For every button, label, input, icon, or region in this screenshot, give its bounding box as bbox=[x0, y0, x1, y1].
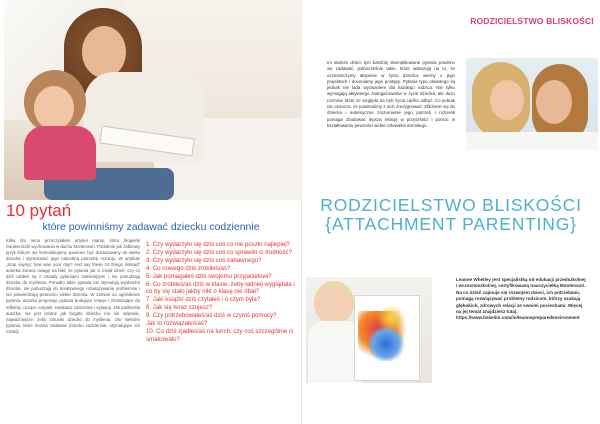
question-item: Jak to rozwiązałeś/aś? bbox=[146, 320, 208, 328]
left-headline bbox=[6, 202, 296, 233]
photo-daughter-face bbox=[490, 80, 524, 120]
headline-subtitle: które powinniśmy zadawać dziecku codziennie bbox=[42, 221, 260, 233]
photo-shirt bbox=[466, 132, 598, 150]
question-item: 7. Jaki książki dziś czytałeś i o czym była? bbox=[146, 296, 261, 304]
question-item: 8. Jak się teraz czujesz? bbox=[146, 304, 213, 312]
mother-and-daughter-photo bbox=[466, 58, 598, 150]
right-headline bbox=[306, 196, 596, 234]
headline-number: 10 pytań bbox=[6, 201, 72, 220]
headline-line-1: RODZICIELSTWO BLISKOŚCI bbox=[320, 195, 582, 215]
author-bio: Leanne Whetley jest specjalistką od edukacji przedszkolnej i wczesnoszkolnej, certyfikowaną nauczycielką Montessori. Na co dzień zajmuje się rozwojem dzieci, ich potrzebami, pomagą rozwiązywać problemy rodzicom, którzy szukają głębokich, zdrowych relacji ze swoimi pociechami. Więcej na jej temat znajdziesz tutaj: https://www.linkedin.com/in/leannepreparedenvironment bbox=[456, 277, 586, 321]
photo-child-shirt bbox=[24, 126, 96, 180]
question-item: 4. Co nowego dziś zrobiłeś/aś? bbox=[146, 264, 231, 272]
toddler-with-painting-photo bbox=[306, 277, 432, 383]
question-item: 9. Czy potrzebowałeś/aś dziś w czymś pomocy? bbox=[146, 312, 277, 320]
section-title-tag: RODZICIELSTWO BLISKOŚCI bbox=[470, 16, 594, 26]
left-article-text: Kilka dni temu przeczytałam artykuł mamy, która blogeirki zwolenniczki wychowania w duchu Montessori. Podobnie jak żabkowy język którym się komunikujemy powinien być dostosowany do wieku dziecka i stymulować jego naturalną potrzebę rozwoju. W artykule „Stop saying: how was your day? And say these 10 things instead” autorka zwraca uwagę na fakt, że pytania jak ci minął dzień, czy co dziś robiłeś są z zasady pytaniami zamkniętymi i nie pobudzają dziecka do myślenia. Ponadto takie pytania nie stymulują wyobraźni dziecka, nie pobudzają do kreatywnego rozwiązywania problemów i nie potwierdzają pewności siebie dziecka. W zamian za ogólnikowe pytania, autorka proponuje pytania budujące relacje i zmuszające do refleksji, uczące empatii, ewaluacji zdarzenia i sytuacji. Jak podkreśla autorka, nie jest istotne jak bogate dziecko ma nie odpowie, najważniejsze: żeby zmusiło dziecko do myślenia. Oto niektóre pytania, które można zadawać dziecku codziennie, stymulujące ich rozwój. bbox=[6, 238, 140, 334]
photo-paint-yellow bbox=[376, 305, 406, 331]
photo-mother-face bbox=[82, 26, 126, 78]
question-item: 1. Czy wydarzyło się dziś coś co nie poszło najlepiej? bbox=[146, 241, 290, 248]
question-item: 6. Co zrobiłeś/aś dziś w klasie, żeby ładniej wyglądała i co by się stało jakby nikt o klasę nie dbał? bbox=[146, 280, 295, 296]
photo-mother-face bbox=[536, 80, 572, 124]
photo-toddler-head bbox=[314, 281, 354, 325]
question-item: 10. Co dziś zjadłeś/aś na lunch, czy coś szczególnie ci smakowało? bbox=[146, 327, 294, 343]
question-item: 5. Jak pomagałeś dziś swojemu przyjacielowi? bbox=[146, 272, 272, 280]
right-article-text: Im starsze dzieci tym bardziej skomplikowane pytania powinno się zadawać, jednocześnie takie, które wskazują na to, że uczestniczymy aktywnie w życiu dziecka, wiemy o jego projektach i doceniamy jego postępy. Pytania typu otwartego są jednak nie lada wyzwaniem dla każdego rodzica. Nie tylko wymagają aktywnego zaangażowania w życie dziecka, ale dużo rozmów, które ze względu na tryb życia ciężko odbyć. Co jednak nie oznacza, że powinniśmy z nich zrezygnować. Zbliżenie się do dziecka i autentyczne zrozumienie jego potrzeb i rozterek pomaga zbudować lepszą relację w przyszłości i pomóc w kształtowaniu pewności siebie człowieka dorosłego. bbox=[327, 60, 455, 128]
mother-and-child-reading-photo bbox=[4, 0, 302, 200]
headline-line-2: {ATTACHMENT PARENTING} bbox=[325, 214, 577, 234]
photo-paint-blue bbox=[366, 327, 406, 361]
question-item: 3. Czy wydarzyło się dziś coś zabawnego? bbox=[146, 256, 262, 264]
questions-list bbox=[146, 241, 296, 344]
photo-child-face bbox=[34, 86, 74, 130]
question-item: 2. Czy wydarzyło się dziś coś co sprawiło ci trudność? bbox=[146, 248, 292, 256]
